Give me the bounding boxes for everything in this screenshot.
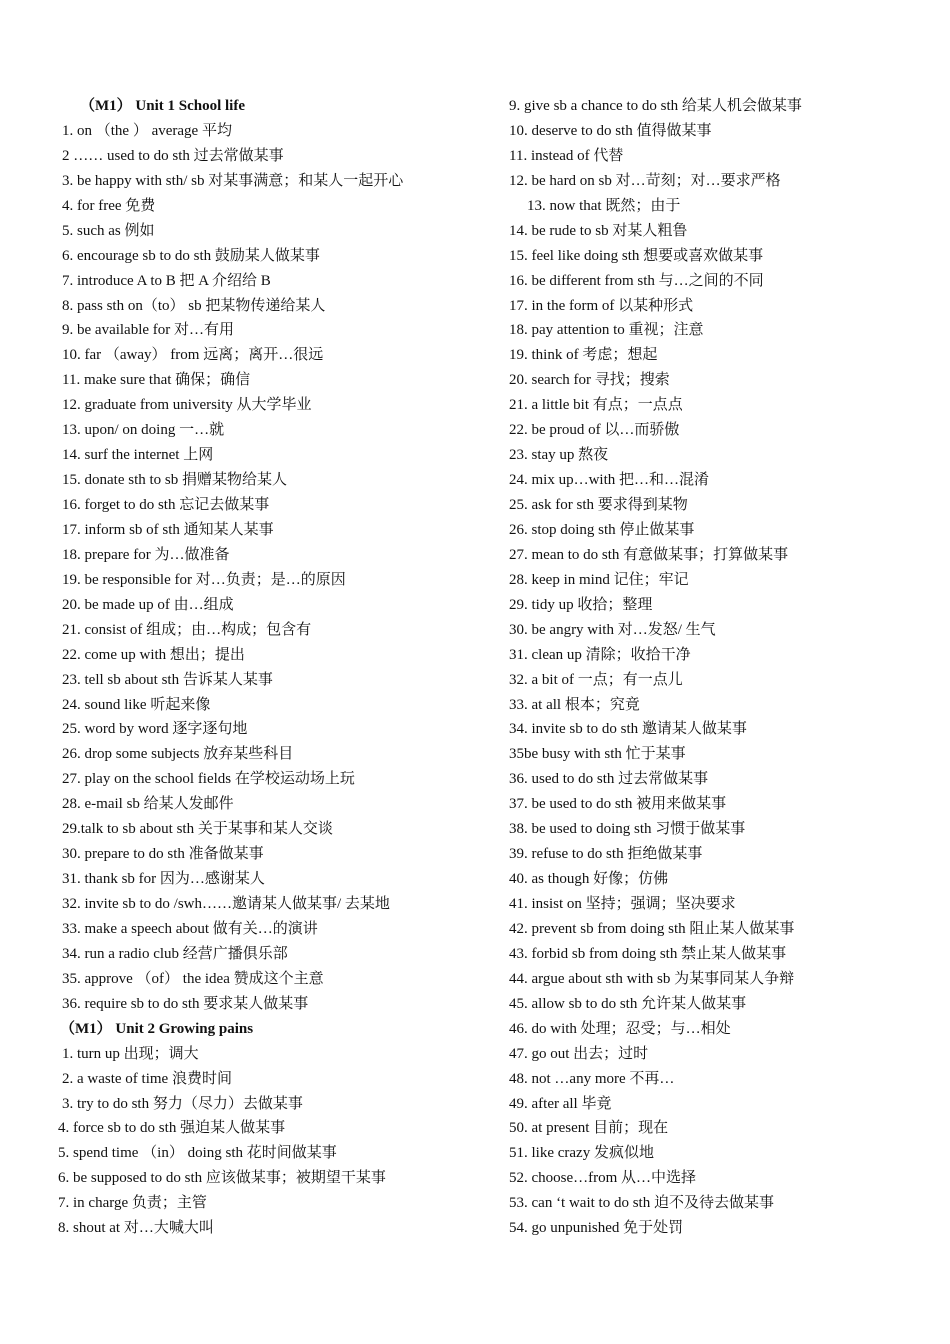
vocab-entry: 32. invite sb to do /swh……邀请某人做某事/ 去某地 (62, 896, 390, 912)
vocab-entry: 12. be hard on sb 对…苛刻；对…要求严格 (509, 172, 781, 189)
vocab-entry: 9. give sb a chance to do sth 给某人机会做某事 (509, 98, 802, 114)
vocab-entry: 39. refuse to do sth 拒绝做某事 (509, 846, 703, 863)
vocab-entry: 41. insist on 坚持；强调；坚决要求 (509, 896, 736, 912)
vocab-entry: 17. in the form of 以某种形式 (509, 297, 694, 314)
vocab-entry: 9. be available for 对…有用 (62, 322, 235, 339)
vocab-entry: 24. sound like 听起来像 (62, 696, 211, 713)
vocab-entry: 14. surf the internet 上网 (62, 447, 214, 464)
vocab-entry: 36. require sb to do sth 要求某人做某事 (62, 995, 309, 1012)
vocab-entry: 53. can ‘t wait to do sth 迫不及待去做某事 (509, 1195, 774, 1212)
vocab-entry: 29. tidy up 收拾；整理 (509, 596, 653, 613)
vocab-entry: 26. drop some subjects 放弃某些科目 (62, 746, 294, 763)
vocab-entry: 2. a waste of time 浪费时间 (62, 1070, 232, 1087)
vocab-entry: 15. feel like doing sth 想要或喜欢做某事 (509, 247, 764, 264)
vocab-entry: 13. upon/ on doing 一…就 (62, 422, 225, 439)
vocab-entry: 23. stay up 熬夜 (509, 447, 609, 464)
vocab-entry: 14. be rude to sb 对某人粗鲁 (509, 222, 688, 239)
vocab-entry: 33. make a speech about 做有关…的演讲 (62, 920, 318, 937)
vocab-entry: 52. choose…from 从…中选择 (509, 1170, 697, 1187)
vocab-entry: 54. go unpunished 免于处罚 (509, 1220, 684, 1237)
vocab-entry: 4. force sb to do sth 强迫某人做某事 (58, 1120, 286, 1137)
vocab-entry: 2 …… used to do sth 过去常做某事 (62, 147, 284, 164)
vocab-entry: 43. forbid sb from doing sth 禁止某人做某事 (509, 945, 787, 962)
vocab-entry: 42. prevent sb from doing sth 阻止某人做某事 (509, 920, 795, 937)
vocab-entry: 30. be angry with 对…发怒/ 生气 (509, 621, 716, 638)
vocab-entry: 13. now that 既然；由于 (527, 197, 681, 214)
vocab-entry: 26. stop doing sth 停止做某事 (509, 521, 695, 538)
vocab-entry: 18. pay attention to 重视；注意 (509, 322, 704, 339)
vocab-entry: 29.talk to sb about sth 关于某事和某人交谈 (62, 821, 333, 838)
vocab-entry: 31. clean up 清除；收拾干净 (509, 646, 691, 663)
vocab-entry: 16. forget to do sth 忘记去做某事 (62, 497, 270, 513)
vocab-entry: 25. word by word 逐字逐句地 (62, 721, 248, 738)
vocab-entry: 47. go out 出去；过时 (509, 1045, 649, 1062)
vocab-entry: 22. be proud of 以…而骄傲 (509, 422, 680, 439)
vocab-entry: 15. donate sth to sb 捐赠某物给某人 (62, 472, 287, 489)
vocab-entry: 36. used to do sth 过去常做某事 (509, 771, 709, 788)
vocab-entry: 46. do with 处理；忍受；与…相处 (509, 1020, 731, 1037)
vocab-entry: 16. be different from sth 与…之间的不同 (509, 272, 764, 289)
vocab-entry: 1. turn up 出现；调大 (62, 1045, 199, 1062)
vocab-entry: 22. come up with 想出；提出 (62, 646, 245, 663)
section-heading: （M1） Unit 2 Growing pains (60, 1020, 254, 1037)
vocab-entry: 5. such as 例如 (62, 222, 155, 239)
vocab-entry: 44. argue about sth with sb 为某事同某人争辩 (509, 970, 795, 987)
vocab-entry: 6. encourage sb to do sth 鼓励某人做某事 (62, 247, 320, 264)
vocab-entry: 51. like crazy 发疯似地 (509, 1145, 654, 1162)
vocab-entry: 27. play on the school fields 在学校运动场上玩 (62, 771, 355, 788)
vocab-entry: 21. consist of 组成；由…构成；包含有 (62, 621, 312, 638)
vocab-entry: 38. be used to doing sth 习惯于做某事 (509, 821, 746, 838)
vocab-entry: 20. search for 寻找；搜索 (509, 372, 670, 389)
vocab-entry: 50. at present 目前；现在 (509, 1120, 669, 1137)
vocab-entry: 7. in charge 负责；主管 (58, 1195, 207, 1212)
vocab-entry: 6. be supposed to do sth 应该做某事；被期望干某事 (58, 1170, 386, 1187)
vocab-entry: 5. spend time （in） doing sth 花时间做某事 (58, 1145, 337, 1162)
vocab-entry: 27. mean to do sth 有意做某事；打算做某事 (509, 546, 789, 563)
vocab-entry: 20. be made up of 由…组成 (62, 596, 234, 613)
vocab-entry: 32. a bit of 一点；有一点儿 (509, 671, 683, 688)
vocab-entry: 34. invite sb to do sth 邀请某人做某事 (509, 721, 747, 738)
vocab-entry: 25. ask for sth 要求得到某物 (509, 497, 688, 513)
vocab-entry: 8. pass sth on（to） sb 把某物传递给某人 (62, 297, 326, 314)
vocab-entry: 31. thank sb for 因为…感谢某人 (62, 871, 265, 888)
vocab-entry: 18. prepare for 为…做准备 (62, 546, 230, 563)
vocab-entry: 24. mix up…with 把…和…混淆 (509, 472, 710, 489)
vocab-entry: 10. deserve to do sth 值得做某事 (509, 122, 712, 139)
vocab-entry: 37. be used to do sth 被用来做某事 (509, 796, 727, 813)
vocab-entry: 40. as though 好像；仿佛 (509, 871, 669, 888)
right-column (507, 94, 937, 1241)
vocab-entry: 1. on （the ） average 平均 (62, 122, 232, 139)
vocab-entry: 33. at all 根本；究竟 (509, 696, 640, 713)
vocab-entry: 8. shout at 对…大喊大叫 (58, 1220, 214, 1237)
vocab-entry: 10. far （away） from 远离；离开…很远 (62, 347, 324, 364)
vocab-entry: 4. for free 免费 (62, 197, 156, 214)
vocab-entry: 19. think of 考虑；想起 (509, 347, 658, 364)
vocab-entry: 17. inform sb of sth 通知某人某事 (62, 521, 274, 538)
vocab-entry: 48. not …any more 不再… (509, 1070, 675, 1087)
section-heading: （M1） Unit 1 School life (80, 98, 245, 114)
vocab-entry: 11. make sure that 确保；确信 (62, 372, 251, 389)
vocab-entry: 21. a little bit 有点；一点点 (509, 397, 683, 414)
vocab-entry: 30. prepare to do sth 准备做某事 (62, 846, 264, 863)
vocab-entry: 49. after all 毕竟 (509, 1095, 612, 1112)
left-column (58, 94, 478, 1241)
vocab-entry: 12. graduate from university 从大学毕业 (62, 397, 312, 414)
vocab-entry: 7. introduce A to B 把 A 介绍给 B (62, 272, 271, 289)
vocab-entry: 11. instead of 代替 (509, 147, 624, 164)
vocab-entry: 23. tell sb about sth 告诉某人某事 (62, 671, 273, 688)
vocab-entry: 3. be happy with sth/ sb 对某事满意；和某人一起开心 (62, 172, 404, 189)
vocab-entry: 34. run a radio club 经营广播俱乐部 (62, 945, 288, 962)
vocab-entry: 35be busy with sth 忙于某事 (509, 746, 686, 763)
vocab-entry: 19. be responsible for 对…负责；是…的原因 (62, 571, 346, 588)
vocab-entry: 3. try to do sth 努力（尽力）去做某事 (62, 1095, 303, 1112)
vocab-entry: 35. approve （of） the idea 赞成这个主意 (62, 970, 324, 987)
vocab-entry: 28. keep in mind 记住；牢记 (509, 571, 689, 588)
vocab-entry: 45. allow sb to do sth 允许某人做某事 (509, 995, 747, 1012)
vocab-entry: 28. e-mail sb 给某人发邮件 (62, 796, 234, 813)
